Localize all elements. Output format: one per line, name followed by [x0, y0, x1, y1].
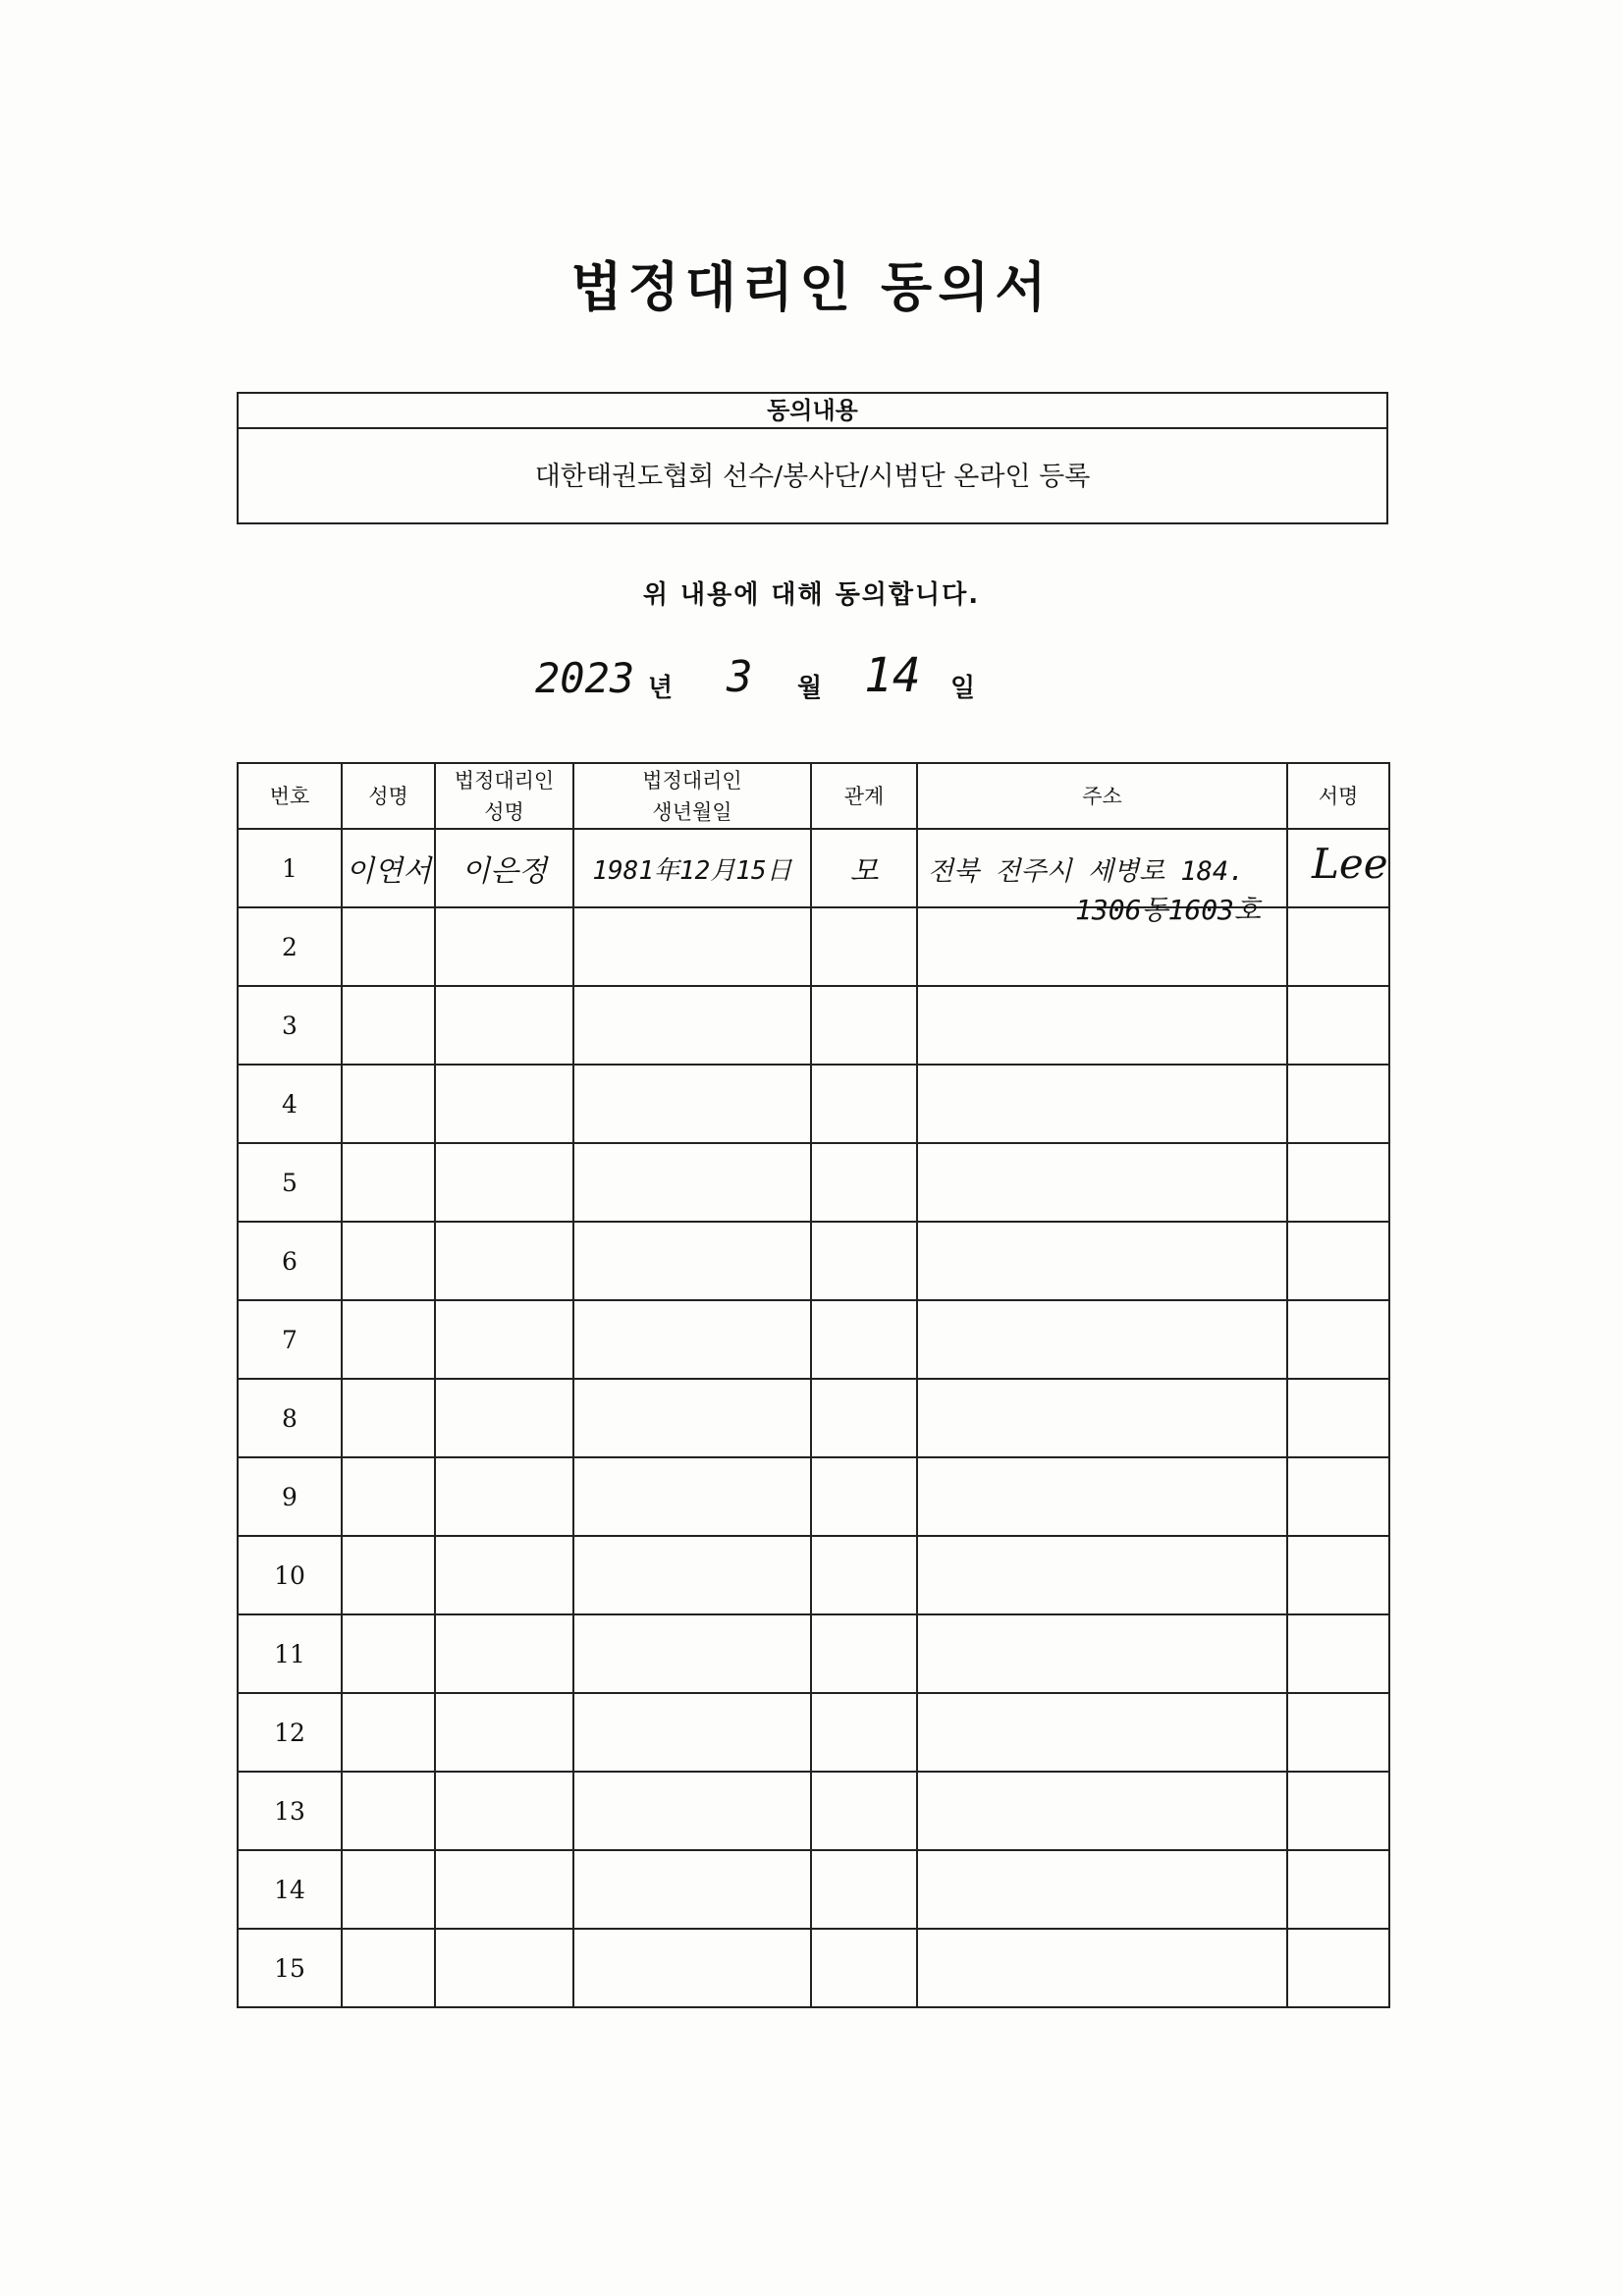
table-header-row	[238, 763, 1389, 829]
table-row	[238, 1772, 1389, 1850]
cell-guardian-name-handwritten: 이은정	[461, 854, 547, 889]
cell-signature	[1287, 829, 1389, 907]
cell-no: 13	[238, 1772, 342, 1850]
table-row	[238, 1222, 1389, 1300]
header-guardian-name	[435, 763, 573, 829]
cell-address-handwritten: 전북 전주시 세병로 184.	[928, 855, 1245, 887]
table-row	[238, 829, 1389, 907]
header-guardian-birth-line1: 법정대리인	[642, 768, 742, 793]
date-year-handwritten: 2023	[535, 654, 635, 702]
agreement-statement: 위 내용에 대해 동의합니다.	[642, 580, 981, 610]
header-guardian-birth	[573, 763, 811, 829]
header-signature: 서명	[1287, 763, 1389, 829]
cell-guardian-birth	[573, 829, 811, 907]
header-relation: 관계	[811, 763, 917, 829]
cell-name	[342, 829, 435, 907]
header-guardian-name-line2: 성명	[484, 799, 524, 824]
date-month-handwritten: 3	[727, 652, 753, 702]
cell-no: 15	[238, 1929, 342, 2007]
cell-no: 8	[238, 1379, 342, 1457]
table-row	[238, 1850, 1389, 1929]
table-row	[238, 1693, 1389, 1772]
cell-no: 4	[238, 1065, 342, 1143]
table-row	[238, 1536, 1389, 1614]
document-title: 법정대리인 동의서	[570, 256, 1053, 318]
header-no: 번호	[238, 763, 342, 829]
table-row	[238, 986, 1389, 1065]
header-guardian-birth-line2: 생년월일	[652, 799, 732, 824]
header-address: 주소	[917, 763, 1287, 829]
cell-guardian-birth-handwritten: 1981年12月15日	[592, 855, 792, 886]
consent-content-body: 대한태권도협회 선수/봉사단/시범단 온라인 등록	[534, 462, 1091, 492]
date-year-unit: 년	[648, 674, 674, 703]
cell-no: 10	[238, 1536, 342, 1614]
cell-no: 1	[238, 829, 342, 907]
cell-relation	[811, 829, 917, 907]
guardian-roster-table	[237, 762, 1390, 2008]
header-name: 성명	[342, 763, 435, 829]
table-row	[238, 1143, 1389, 1222]
cell-no: 9	[238, 1457, 342, 1536]
cell-no: 7	[238, 1300, 342, 1379]
consent-content-header: 동의내용	[239, 394, 1386, 429]
date-day-unit: 일	[950, 674, 976, 703]
table-row	[238, 1614, 1389, 1693]
cell-address-line2-handwritten: 1306동1603호	[1075, 894, 1261, 926]
cell-no: 14	[238, 1850, 342, 1929]
signature-handwritten: Lee	[1312, 840, 1388, 888]
cell-no: 2	[238, 907, 342, 986]
table-row	[238, 1457, 1389, 1536]
cell-relation-handwritten: 모	[849, 854, 879, 889]
date-day-handwritten: 14	[864, 648, 921, 703]
cell-no: 12	[238, 1693, 342, 1772]
header-guardian-name-line1: 법정대리인	[454, 768, 555, 793]
table-row	[238, 1300, 1389, 1379]
cell-no: 11	[238, 1614, 342, 1693]
cell-name-handwritten: 이연서	[346, 854, 431, 889]
table-row	[238, 1379, 1389, 1457]
date-line	[0, 648, 1623, 717]
cell-no: 3	[238, 986, 342, 1065]
cell-no: 5	[238, 1143, 342, 1222]
cell-address	[917, 829, 1287, 926]
table-row	[238, 1065, 1389, 1143]
cell-no: 6	[238, 1222, 342, 1300]
consent-content-box	[237, 392, 1388, 524]
table-row	[238, 1929, 1389, 2007]
table-row	[238, 907, 1389, 986]
date-month-unit: 월	[797, 674, 823, 703]
cell-guardian-name	[435, 829, 573, 907]
